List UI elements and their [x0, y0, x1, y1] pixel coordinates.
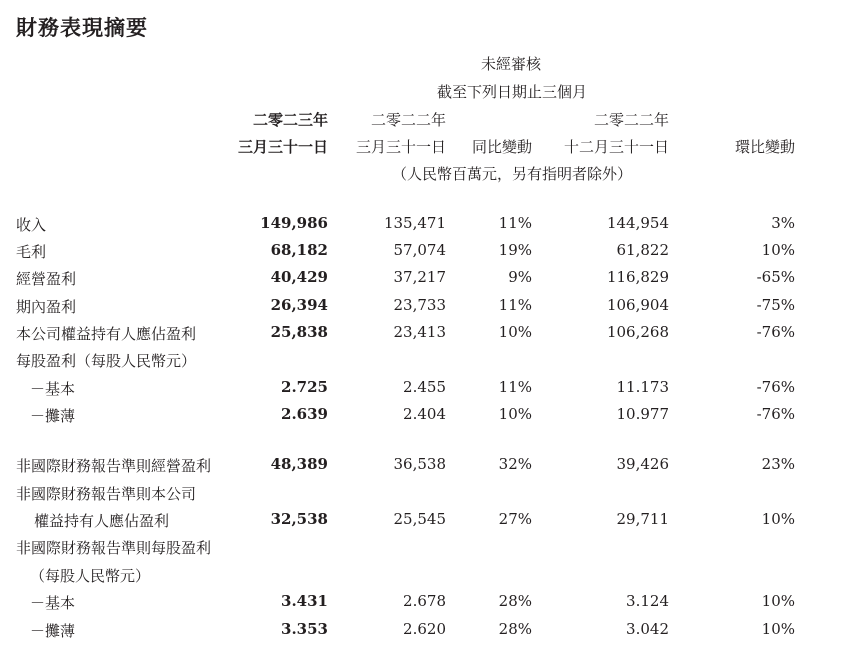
value-2022q4: 10.977 [616, 405, 669, 423]
table-row [0, 214, 843, 240]
value-2023q1: 3.431 [281, 592, 328, 610]
value-2022q1: 2.620 [403, 620, 446, 638]
value-2022q4: 39,426 [616, 455, 669, 473]
value-yoy: 27% [498, 510, 532, 528]
header-unaudited: 未經審核 [480, 55, 542, 73]
value-qoq: 3% [771, 214, 795, 232]
row-label: 期內盈利 [16, 298, 77, 316]
value-2022q4: 11.173 [616, 378, 669, 396]
row-label: 非國際財務報告準則每股盈利 [16, 539, 212, 557]
row-label: －基本 [30, 594, 76, 612]
value-2022q1: 25,545 [393, 510, 446, 528]
value-yoy: 10% [498, 323, 532, 341]
value-yoy: 11% [498, 378, 532, 396]
value-2022q1: 2.455 [403, 378, 446, 396]
value-2022q4: 106,904 [606, 296, 669, 314]
value-qoq: -65% [756, 268, 795, 286]
value-qoq: -75% [756, 296, 795, 314]
value-yoy: 9% [508, 268, 532, 286]
row-label: －基本 [30, 380, 76, 398]
row-label: （每股人民幣元） [30, 567, 151, 585]
table-row [0, 483, 843, 509]
header-col1-date: 三月三十一日 [237, 138, 328, 156]
value-2023q1: 2.725 [281, 378, 328, 396]
header-col4-year: 二零二二年 [593, 111, 669, 129]
value-2022q1: 23,733 [393, 296, 446, 314]
value-yoy: 32% [498, 455, 532, 473]
row-label: 毛利 [16, 243, 47, 261]
row-label: －攤薄 [30, 407, 76, 425]
table-row [0, 323, 843, 349]
value-2022q1: 37,217 [393, 268, 446, 286]
value-qoq: 10% [761, 592, 795, 610]
header-period: 截至下列日期止三個月 [436, 83, 588, 101]
row-label: 收入 [16, 216, 47, 234]
header-col4-date: 十二月三十一日 [563, 138, 669, 156]
value-2023q1: 2.639 [281, 405, 328, 423]
row-label: －攤薄 [30, 622, 76, 640]
header-col3: 同比變動 [471, 138, 532, 156]
value-2022q1: 135,471 [383, 214, 446, 232]
value-2022q1: 36,538 [393, 455, 446, 473]
value-2022q4: 144,954 [606, 214, 669, 232]
table-row [0, 296, 843, 322]
value-yoy: 11% [498, 214, 532, 232]
table-row [0, 565, 843, 591]
value-qoq: -76% [756, 378, 795, 396]
header-unit: （人民幣百萬元，另有指明者除外） [391, 165, 633, 183]
value-2023q1: 40,429 [270, 268, 328, 286]
value-2022q4: 106,268 [606, 323, 669, 341]
value-2022q4: 29,711 [616, 510, 669, 528]
row-label: 每股盈利（每股人民幣元） [16, 352, 197, 370]
header-col2-year: 二零二二年 [370, 111, 446, 129]
header-col1-year: 二零二三年 [252, 111, 328, 129]
table-row [0, 510, 843, 536]
row-label: 本公司權益持有人應佔盈利 [16, 325, 197, 343]
value-qoq: -76% [756, 405, 795, 423]
value-2023q1: 48,389 [270, 455, 328, 473]
table-row [0, 350, 843, 376]
table-row [0, 620, 843, 646]
value-2022q4: 116,829 [606, 268, 669, 286]
table-row [0, 378, 843, 404]
value-2023q1: 149,986 [260, 214, 328, 232]
value-2023q1: 68,182 [270, 241, 328, 259]
row-label: 非國際財務報告準則本公司 [16, 485, 197, 503]
value-yoy: 19% [498, 241, 532, 259]
value-yoy: 11% [498, 296, 532, 314]
table-row [0, 455, 843, 481]
page-title: 財務表現摘要 [16, 16, 148, 40]
value-qoq: 23% [761, 455, 795, 473]
row-label: 非國際財務報告準則經營盈利 [16, 457, 212, 475]
value-2022q1: 23,413 [393, 323, 446, 341]
row-label: 經營盈利 [16, 270, 77, 288]
value-2023q1: 26,394 [270, 296, 328, 314]
header-col5: 環比變動 [734, 138, 795, 156]
value-yoy: 28% [498, 620, 532, 638]
table-row [0, 241, 843, 267]
value-2022q4: 3.042 [626, 620, 669, 638]
value-2022q1: 57,074 [393, 241, 446, 259]
value-qoq: 10% [761, 241, 795, 259]
value-2022q4: 3.124 [626, 592, 669, 610]
value-qoq: 10% [761, 510, 795, 528]
table-row [0, 592, 843, 618]
row-label: 權益持有人應佔盈利 [34, 512, 170, 530]
header-col2-date: 三月三十一日 [355, 138, 446, 156]
value-qoq: -76% [756, 323, 795, 341]
table-row [0, 268, 843, 294]
table-row [0, 537, 843, 563]
value-yoy: 28% [498, 592, 532, 610]
value-2022q4: 61,822 [616, 241, 669, 259]
value-yoy: 10% [498, 405, 532, 423]
table-row [0, 405, 843, 431]
value-2023q1: 3.353 [281, 620, 328, 638]
value-2022q1: 2.678 [403, 592, 446, 610]
value-2023q1: 32,538 [270, 510, 328, 528]
value-2023q1: 25,838 [270, 323, 328, 341]
value-2022q1: 2.404 [403, 405, 446, 423]
value-qoq: 10% [761, 620, 795, 638]
